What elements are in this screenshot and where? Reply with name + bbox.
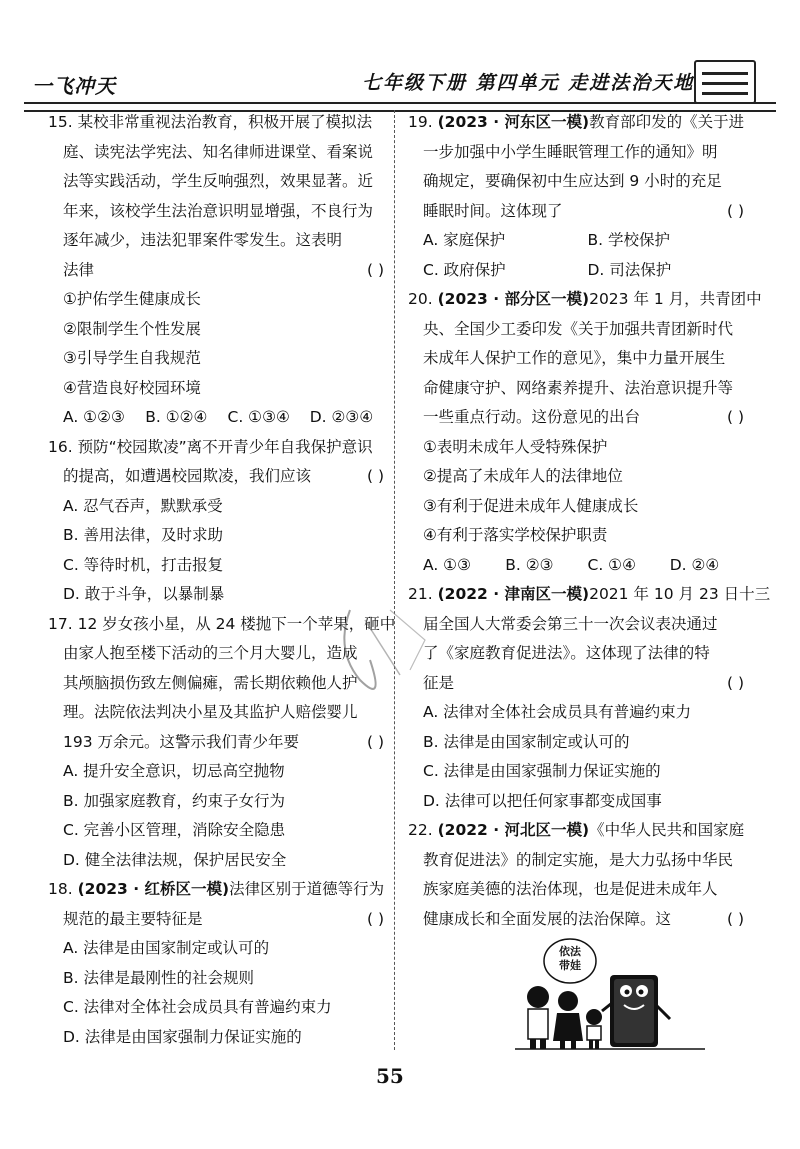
family-illustration-drawing — [510, 935, 710, 1055]
option-a[interactable]: A. ①③ — [423, 555, 471, 574]
answer-bracket: ( ) — [366, 467, 384, 485]
answer-bracket: ( ) — [366, 260, 384, 279]
question-line: 由家人抱至楼下活动的三个月大婴儿，造成 — [63, 644, 358, 662]
option-a[interactable]: A. 提升安全意识，切忌高空抛物 — [63, 762, 285, 780]
question-line-text: 睡眠时间。这体现了 — [423, 201, 563, 220]
question-number: 20. — [408, 290, 438, 308]
question-line: 理。法院依法判决小星及其监护人赔偿婴儿 — [63, 703, 358, 721]
question-line-text: 教育部印发的《关于进 — [589, 113, 745, 131]
page-number: 55 — [376, 1064, 404, 1088]
statement-item: ①护佑学生健康成长 — [63, 290, 201, 308]
answer-bracket: ( ) — [726, 201, 744, 220]
answer-bracket: ( ) — [366, 909, 384, 928]
option-b[interactable]: B. 学校保护 — [587, 231, 670, 249]
question-22 — [408, 816, 752, 934]
scribble-mark-drawing — [330, 580, 460, 720]
question-line: 逐年减少，违法犯罪案件零发生。这表明 — [63, 231, 343, 249]
option-b[interactable]: B. ①②④ — [145, 408, 208, 426]
option-b[interactable]: B. 法律是由国家制定或认可的 — [423, 732, 630, 751]
question-number: 19. — [408, 113, 438, 131]
option-d[interactable]: D. 敢于斗争，以暴制暴 — [63, 585, 225, 603]
option-a[interactable]: A. 法律是由国家制定或认可的 — [63, 939, 270, 957]
question-number: 18. — [48, 880, 78, 898]
question-line-text: 规范的最主要特征是 — [63, 909, 203, 928]
option-d[interactable]: D. ②④ — [669, 555, 720, 574]
question-line: 其颅脑损伤致左侧偏瘫，需长期依赖他人护 — [63, 673, 358, 692]
option-c[interactable]: C. ①③④ — [227, 408, 290, 426]
unit-title: 七年级下册 第四单元 走进法治天地 — [362, 72, 695, 94]
option-b[interactable]: B. 加强家庭教育，约束子女行为 — [63, 791, 285, 810]
option-row — [408, 226, 752, 256]
option-c[interactable]: C. 政府保护 — [423, 260, 506, 279]
option-row — [48, 403, 392, 433]
question-line-text: 法律区别于道德等行为 — [229, 880, 385, 898]
question-15 — [48, 108, 392, 433]
question-line-text: 法律 — [63, 260, 95, 279]
statement-item: ③引导学生自我规范 — [63, 349, 201, 367]
family-illustration — [510, 935, 710, 1055]
statement-item: ②限制学生个性发展 — [63, 319, 201, 338]
question-18 — [48, 875, 392, 1052]
question-line: 16. 预防“校园欺凌”离不开青少年自我保护意识 — [48, 437, 373, 456]
option-d[interactable]: D. ②③④ — [309, 408, 374, 426]
source-tag: (2023 · 河东区一模) — [437, 113, 590, 131]
question-line — [408, 108, 752, 138]
option-d[interactable]: D. 法律可以把任何家事都变成国事 — [423, 791, 662, 810]
question-line: 法等实践活动，学生反响强烈，效果显著。近 — [63, 172, 374, 190]
question-line — [408, 905, 752, 935]
question-line — [408, 816, 752, 846]
question-line — [48, 905, 392, 935]
source-tag: (2022 · 河北区一模) — [437, 821, 590, 839]
question-line: 年来，该校学生法治意识明显增强，不良行为 — [63, 201, 374, 220]
book-logo-icon — [694, 60, 756, 104]
option-c[interactable]: C. 完善小区管理，消除安全隐患 — [63, 821, 286, 839]
answer-bracket: ( ) — [366, 732, 384, 751]
answer-bracket: ( ) — [726, 673, 744, 692]
question-line-text: 一些重点行动。这份意见的出台 — [423, 408, 641, 426]
question-line: 了《家庭教育促进法》。这体现了法律的特 — [423, 644, 710, 662]
option-b[interactable]: B. ②③ — [505, 555, 554, 574]
right-column — [408, 108, 771, 934]
statement-item: ①表明未成年人受特殊保护 — [423, 437, 608, 456]
option-c[interactable]: C. 等待时机，打击报复 — [63, 555, 224, 574]
page-header — [24, 58, 776, 106]
option-a[interactable]: A. 忍气吞声，默默承受 — [63, 496, 223, 515]
question-line — [48, 462, 392, 492]
question-line-text: 的提高，如遭遇校园欺凌，我们应该 — [63, 467, 312, 485]
answer-bracket: ( ) — [726, 909, 744, 928]
source-tag: (2023 · 部分区一模) — [437, 290, 590, 308]
question-line: 教育促进法》的制定实施，是大力弘扬中华民 — [423, 850, 734, 869]
option-c[interactable]: C. ①④ — [587, 555, 636, 574]
question-line: 17. 12 岁女孩小星，从 24 楼抛下一个苹果，砸中 — [48, 614, 396, 633]
question-line — [48, 256, 392, 286]
question-line — [48, 875, 392, 905]
source-tag: (2023 · 红桥区一模) — [77, 880, 230, 898]
question-line — [408, 285, 762, 315]
question-19 — [408, 108, 752, 285]
question-line: 一步加强中小学生睡眠管理工作的通知》明 — [423, 142, 718, 161]
option-a[interactable]: A. 家庭保护 — [423, 231, 506, 249]
question-20 — [408, 285, 762, 580]
question-line: 央、全国少工委印发《关于加强共青团新时代 — [423, 319, 734, 338]
statement-item: ③有利于促进未成年人健康成长 — [423, 496, 639, 515]
option-c[interactable]: C. 法律对全体社会成员具有普遍约束力 — [63, 998, 332, 1016]
question-line: 族家庭美德的法治体现，也是促进未成年人 — [423, 880, 718, 898]
question-line — [408, 197, 752, 227]
scribble-mark — [330, 580, 460, 720]
statement-item: ④营造良好校园环境 — [63, 378, 201, 397]
question-line: 确规定，要确保初中生应达到 9 小时的充足 — [423, 172, 722, 190]
question-line-text: 2021 年 10 月 23 日十三 — [589, 585, 771, 603]
question-line: 15. 某校非常重视法治教育，积极开展了模拟法 — [48, 113, 373, 131]
question-line — [48, 728, 392, 758]
option-b[interactable]: B. 善用法律，及时求助 — [63, 526, 223, 544]
question-number: 22. — [408, 821, 438, 839]
question-line: 命健康守护、网络素养提升、法治意识提升等 — [423, 378, 734, 397]
question-line-text: 征是 — [423, 673, 455, 692]
question-line: 庭、读宪法学宪法、知名律师进课堂、看案说 — [63, 142, 374, 161]
question-line: 未成年人保护工作的意见》，集中力量开展生 — [423, 349, 726, 367]
question-line-text: 健康成长和全面发展的法治保障。这 — [423, 909, 672, 928]
question-number: 21. — [408, 585, 438, 603]
statement-item: ④有利于落实学校保护职责 — [423, 526, 608, 544]
option-row — [408, 551, 752, 581]
option-c[interactable]: C. 法律是由国家强制力保证实施的 — [423, 762, 661, 780]
brand-logo-text: 一飞冲天 — [32, 74, 116, 98]
statement-item: ②提高了未成年人的法律地位 — [423, 467, 623, 485]
speech-bubble-text: 依法带娃 — [559, 945, 581, 972]
option-b[interactable]: B. 法律是最刚性的社会规则 — [63, 968, 254, 987]
option-d[interactable]: D. 法律是由国家强制力保证实施的 — [63, 1027, 302, 1046]
answer-bracket: ( ) — [726, 408, 744, 426]
option-d[interactable]: D. 健全法律法规，保护居民安全 — [63, 850, 287, 869]
option-d[interactable]: D. 司法保护 — [587, 260, 672, 279]
question-line — [408, 403, 752, 433]
question-line-text: 2023 年 1 月，共青团中 — [589, 290, 762, 308]
source-tag: (2022 · 津南区一模) — [437, 585, 590, 603]
question-line-text: 《中华人民共和国家庭 — [589, 821, 745, 839]
option-a[interactable]: A. ①②③ — [63, 408, 125, 426]
option-a[interactable]: A. 法律对全体社会成员具有普遍约束力 — [423, 703, 692, 721]
question-line-text: 193 万余元。这警示我们青少年要 — [63, 732, 300, 751]
option-row — [408, 256, 752, 286]
question-line: 届全国人大常委会第三十一次会议表决通过 — [423, 614, 718, 633]
